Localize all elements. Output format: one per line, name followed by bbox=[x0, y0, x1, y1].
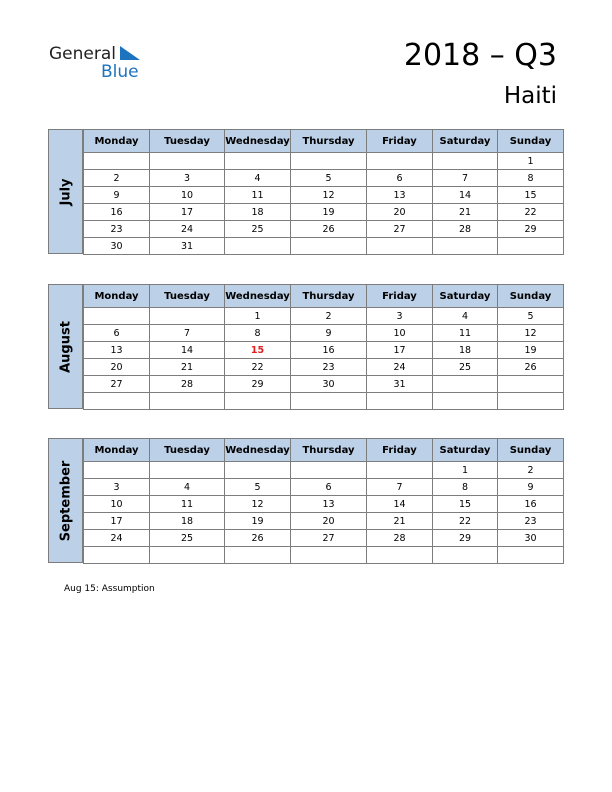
day-cell: 1 bbox=[225, 308, 291, 325]
day-cell: 3 bbox=[84, 479, 150, 496]
day-cell: 19 bbox=[225, 513, 291, 530]
day-cell: 2 bbox=[498, 462, 564, 479]
day-cell: 28 bbox=[433, 221, 498, 238]
day-cell bbox=[84, 393, 150, 410]
day-cell: 19 bbox=[291, 204, 367, 221]
day-cell: 15 bbox=[433, 496, 498, 513]
day-cell: 4 bbox=[433, 308, 498, 325]
weekday-header: Wednesday bbox=[225, 439, 291, 462]
week-row bbox=[84, 376, 564, 393]
weekday-header: Friday bbox=[367, 439, 433, 462]
day-cell: 31 bbox=[150, 238, 225, 255]
calendar-grid bbox=[83, 438, 564, 564]
month-name: July bbox=[58, 177, 73, 206]
day-cell: 18 bbox=[433, 342, 498, 359]
day-cell: 17 bbox=[367, 342, 433, 359]
day-cell bbox=[225, 153, 291, 170]
day-cell: 24 bbox=[84, 530, 150, 547]
day-cell: 1 bbox=[433, 462, 498, 479]
day-cell bbox=[225, 547, 291, 564]
holiday-day-cell: 15 bbox=[225, 342, 291, 359]
day-cell: 6 bbox=[291, 479, 367, 496]
day-cell: 6 bbox=[367, 170, 433, 187]
day-cell bbox=[367, 393, 433, 410]
week-row bbox=[84, 479, 564, 496]
day-cell: 30 bbox=[291, 376, 367, 393]
day-cell bbox=[150, 547, 225, 564]
day-cell: 26 bbox=[498, 359, 564, 376]
day-cell: 21 bbox=[433, 204, 498, 221]
day-cell bbox=[498, 547, 564, 564]
month-label-cell bbox=[48, 438, 83, 563]
day-cell bbox=[498, 376, 564, 393]
day-cell: 5 bbox=[225, 479, 291, 496]
day-cell bbox=[291, 547, 367, 564]
day-cell: 14 bbox=[150, 342, 225, 359]
day-cell: 23 bbox=[498, 513, 564, 530]
weekday-header: Thursday bbox=[291, 439, 367, 462]
day-cell: 13 bbox=[367, 187, 433, 204]
day-cell: 9 bbox=[291, 325, 367, 342]
day-cell: 18 bbox=[225, 204, 291, 221]
day-cell: 16 bbox=[498, 496, 564, 513]
weekday-header: Wednesday bbox=[225, 130, 291, 153]
day-cell bbox=[367, 547, 433, 564]
logo-flag-icon bbox=[120, 46, 142, 62]
day-cell: 24 bbox=[367, 359, 433, 376]
weekday-header-row bbox=[84, 130, 564, 153]
day-cell: 9 bbox=[84, 187, 150, 204]
day-cell bbox=[433, 153, 498, 170]
week-row bbox=[84, 547, 564, 564]
week-row bbox=[84, 393, 564, 410]
day-cell bbox=[150, 153, 225, 170]
country-name: Haiti bbox=[503, 83, 557, 109]
day-cell: 18 bbox=[150, 513, 225, 530]
day-cell bbox=[433, 393, 498, 410]
day-cell: 15 bbox=[498, 187, 564, 204]
day-cell: 8 bbox=[433, 479, 498, 496]
day-cell: 7 bbox=[150, 325, 225, 342]
day-cell: 11 bbox=[150, 496, 225, 513]
week-row bbox=[84, 342, 564, 359]
day-cell: 10 bbox=[367, 325, 433, 342]
day-cell: 28 bbox=[367, 530, 433, 547]
day-cell: 24 bbox=[150, 221, 225, 238]
day-cell: 10 bbox=[150, 187, 225, 204]
day-cell: 14 bbox=[367, 496, 433, 513]
day-cell bbox=[433, 376, 498, 393]
day-cell: 25 bbox=[433, 359, 498, 376]
day-cell: 14 bbox=[433, 187, 498, 204]
week-row bbox=[84, 496, 564, 513]
week-row bbox=[84, 221, 564, 238]
day-cell bbox=[225, 238, 291, 255]
day-cell: 21 bbox=[367, 513, 433, 530]
day-cell: 22 bbox=[498, 204, 564, 221]
day-cell: 27 bbox=[367, 221, 433, 238]
day-cell: 27 bbox=[84, 376, 150, 393]
day-cell: 12 bbox=[225, 496, 291, 513]
holiday-note: Aug 15: Assumption bbox=[64, 584, 155, 594]
day-cell bbox=[498, 238, 564, 255]
day-cell: 17 bbox=[84, 513, 150, 530]
day-cell: 19 bbox=[498, 342, 564, 359]
day-cell: 16 bbox=[291, 342, 367, 359]
weekday-header: Tuesday bbox=[150, 130, 225, 153]
logo-text-general: General bbox=[49, 44, 116, 64]
weekday-header: Monday bbox=[84, 439, 150, 462]
day-cell bbox=[291, 393, 367, 410]
day-cell: 22 bbox=[225, 359, 291, 376]
day-cell bbox=[291, 462, 367, 479]
page-title: 2018 – Q3 bbox=[403, 38, 557, 73]
weekday-header: Monday bbox=[84, 285, 150, 308]
weekday-header: Saturday bbox=[433, 130, 498, 153]
day-cell: 13 bbox=[291, 496, 367, 513]
weekday-header: Saturday bbox=[433, 439, 498, 462]
calendar-grid bbox=[83, 129, 564, 255]
day-cell: 8 bbox=[225, 325, 291, 342]
day-cell bbox=[84, 153, 150, 170]
weekday-header: Sunday bbox=[498, 130, 564, 153]
week-row bbox=[84, 204, 564, 221]
day-cell bbox=[433, 238, 498, 255]
day-cell: 16 bbox=[84, 204, 150, 221]
weekday-header: Monday bbox=[84, 130, 150, 153]
week-row bbox=[84, 325, 564, 342]
day-cell: 23 bbox=[291, 359, 367, 376]
weekday-header: Friday bbox=[367, 130, 433, 153]
weekday-header-row bbox=[84, 285, 564, 308]
day-cell: 2 bbox=[84, 170, 150, 187]
day-cell: 30 bbox=[498, 530, 564, 547]
day-cell: 25 bbox=[225, 221, 291, 238]
generalblue-logo bbox=[49, 44, 149, 84]
week-row bbox=[84, 359, 564, 376]
day-cell bbox=[433, 547, 498, 564]
day-cell: 31 bbox=[367, 376, 433, 393]
day-cell bbox=[84, 547, 150, 564]
day-cell: 17 bbox=[150, 204, 225, 221]
week-row bbox=[84, 153, 564, 170]
weekday-header: Thursday bbox=[291, 130, 367, 153]
day-cell: 10 bbox=[84, 496, 150, 513]
day-cell bbox=[150, 393, 225, 410]
day-cell: 27 bbox=[291, 530, 367, 547]
day-cell: 25 bbox=[150, 530, 225, 547]
day-cell: 20 bbox=[84, 359, 150, 376]
calendar-grid bbox=[83, 284, 564, 410]
week-row bbox=[84, 513, 564, 530]
weekday-header: Tuesday bbox=[150, 285, 225, 308]
day-cell: 20 bbox=[291, 513, 367, 530]
weekday-header-row bbox=[84, 439, 564, 462]
day-cell bbox=[150, 462, 225, 479]
week-row bbox=[84, 462, 564, 479]
month-label-cell bbox=[48, 284, 83, 409]
day-cell: 28 bbox=[150, 376, 225, 393]
month-july bbox=[48, 129, 563, 254]
day-cell: 13 bbox=[84, 342, 150, 359]
day-cell: 22 bbox=[433, 513, 498, 530]
day-cell: 6 bbox=[84, 325, 150, 342]
day-cell: 23 bbox=[84, 221, 150, 238]
month-name: September bbox=[58, 460, 73, 541]
month-september bbox=[48, 438, 563, 563]
day-cell: 4 bbox=[225, 170, 291, 187]
day-cell: 26 bbox=[225, 530, 291, 547]
week-row bbox=[84, 170, 564, 187]
month-name: August bbox=[58, 320, 73, 373]
weekday-header: Wednesday bbox=[225, 285, 291, 308]
day-cell: 1 bbox=[498, 153, 564, 170]
day-cell: 3 bbox=[150, 170, 225, 187]
day-cell: 21 bbox=[150, 359, 225, 376]
day-cell: 5 bbox=[498, 308, 564, 325]
day-cell: 30 bbox=[84, 238, 150, 255]
day-cell bbox=[225, 462, 291, 479]
day-cell bbox=[367, 238, 433, 255]
day-cell: 8 bbox=[498, 170, 564, 187]
day-cell bbox=[84, 308, 150, 325]
weekday-header: Tuesday bbox=[150, 439, 225, 462]
day-cell bbox=[291, 238, 367, 255]
weekday-header: Thursday bbox=[291, 285, 367, 308]
weekday-header: Sunday bbox=[498, 439, 564, 462]
day-cell: 29 bbox=[433, 530, 498, 547]
day-cell: 12 bbox=[498, 325, 564, 342]
day-cell: 20 bbox=[367, 204, 433, 221]
day-cell bbox=[84, 462, 150, 479]
day-cell: 11 bbox=[433, 325, 498, 342]
weekday-header: Sunday bbox=[498, 285, 564, 308]
day-cell: 29 bbox=[498, 221, 564, 238]
day-cell: 4 bbox=[150, 479, 225, 496]
day-cell bbox=[367, 153, 433, 170]
day-cell: 26 bbox=[291, 221, 367, 238]
day-cell: 11 bbox=[225, 187, 291, 204]
day-cell bbox=[291, 153, 367, 170]
week-row bbox=[84, 530, 564, 547]
day-cell bbox=[150, 308, 225, 325]
day-cell bbox=[367, 462, 433, 479]
month-label-cell bbox=[48, 129, 83, 254]
day-cell: 2 bbox=[291, 308, 367, 325]
day-cell: 7 bbox=[433, 170, 498, 187]
day-cell bbox=[498, 393, 564, 410]
week-row bbox=[84, 187, 564, 204]
day-cell: 3 bbox=[367, 308, 433, 325]
day-cell: 7 bbox=[367, 479, 433, 496]
week-row bbox=[84, 308, 564, 325]
day-cell: 5 bbox=[291, 170, 367, 187]
day-cell bbox=[225, 393, 291, 410]
month-august bbox=[48, 284, 563, 409]
logo-text-blue: Blue bbox=[101, 62, 139, 82]
day-cell: 12 bbox=[291, 187, 367, 204]
week-row bbox=[84, 238, 564, 255]
weekday-header: Saturday bbox=[433, 285, 498, 308]
day-cell: 29 bbox=[225, 376, 291, 393]
day-cell: 9 bbox=[498, 479, 564, 496]
weekday-header: Friday bbox=[367, 285, 433, 308]
